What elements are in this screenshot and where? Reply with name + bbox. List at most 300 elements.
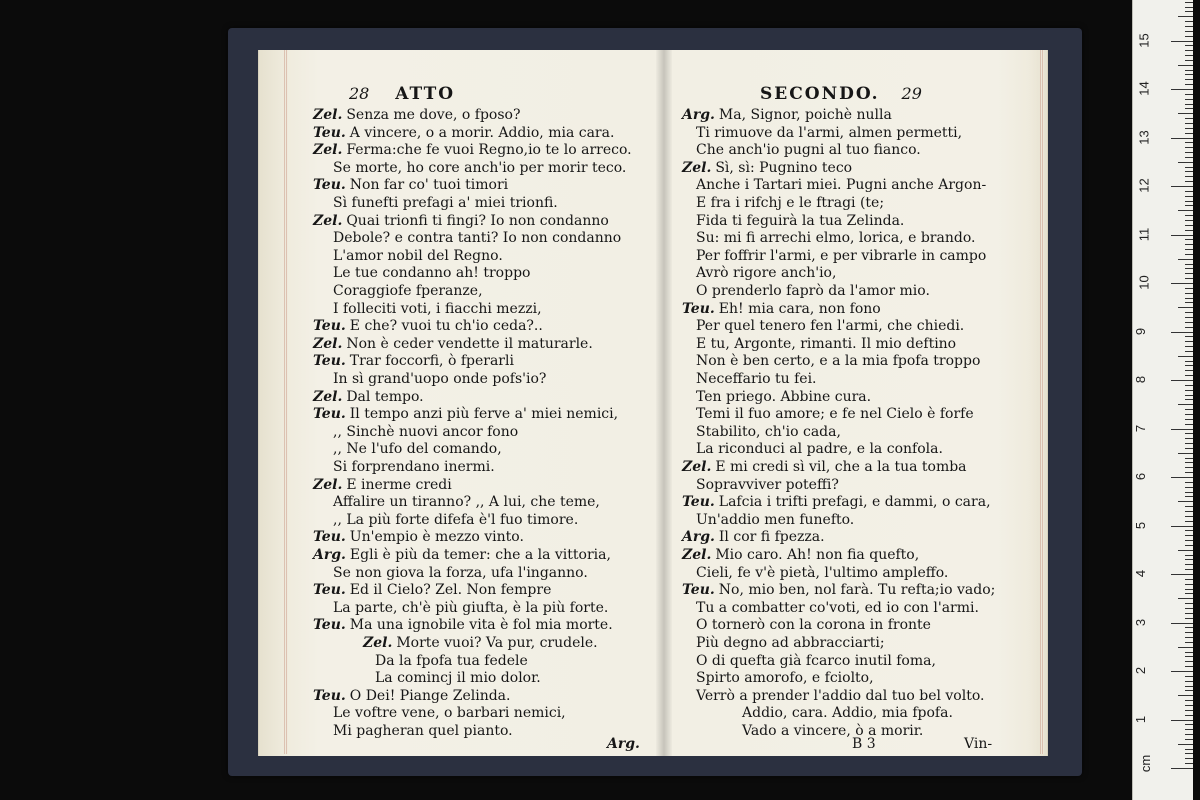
ruler-tick <box>1185 593 1193 594</box>
verse-text: Non è ceder vendette il maturarle. <box>346 335 593 352</box>
ruler-tick <box>1185 293 1193 294</box>
right-line <box>696 194 884 212</box>
ruler-tick <box>1185 152 1193 153</box>
ruler-tick <box>1185 322 1193 323</box>
verse-text: Avrò rigore anch'io, <box>696 265 837 282</box>
ruler-tick <box>1185 666 1193 667</box>
left-line <box>313 317 543 335</box>
ruler-tick <box>1171 526 1193 527</box>
ruler-tick <box>1185 298 1193 299</box>
verse-text: La parte, ch'è più giufta, è la più forte. <box>333 599 609 616</box>
speaker-label: Zel. <box>313 335 343 352</box>
ruler-tick <box>1185 167 1193 168</box>
ruler-tick <box>1185 346 1193 347</box>
right-line <box>742 704 953 722</box>
ruler-tick <box>1185 60 1193 61</box>
ruler-tick <box>1185 176 1193 177</box>
left-line <box>333 423 518 441</box>
speaker-label: Zel. <box>363 635 393 651</box>
verse-text: E fra i rifchj e le ftragi (te; <box>696 195 885 211</box>
ruler-tick <box>1185 147 1193 148</box>
ruler-tick <box>1185 108 1193 109</box>
ruler-label: 8 <box>1133 375 1149 384</box>
left-line <box>313 176 508 194</box>
ruler-tick <box>1185 21 1193 22</box>
ruler-tick <box>1185 618 1193 619</box>
ruler-tick <box>1185 438 1193 439</box>
right-line <box>696 564 948 582</box>
right-line <box>682 300 881 318</box>
verse-text: Eh! mia cara, non fono <box>718 300 881 317</box>
ruler-tick <box>1185 530 1193 531</box>
ruler-tick <box>1185 157 1193 158</box>
ruler-tick <box>1185 50 1193 51</box>
ruler-tick <box>1185 535 1193 536</box>
ruler-tick <box>1185 278 1193 279</box>
ruler-tick <box>1185 686 1193 687</box>
ruler-tick <box>1185 458 1193 459</box>
left-line <box>333 493 600 511</box>
ruler-tick <box>1185 249 1193 250</box>
ruler-tick <box>1185 569 1193 570</box>
ruler-label: 12 <box>1136 178 1152 193</box>
ruler-tick <box>1185 79 1193 80</box>
left-line <box>333 229 621 247</box>
ruler-tick <box>1185 414 1193 415</box>
speaker-label: Zel. <box>313 212 343 229</box>
ruler-tick <box>1185 700 1193 701</box>
left-line <box>375 669 541 687</box>
verse-text: Sì, sì: Pugnino teco <box>715 159 853 176</box>
left-line <box>333 599 608 617</box>
ruler-tick <box>1185 710 1193 711</box>
ruler-tick <box>1178 162 1193 163</box>
right-line <box>696 599 979 617</box>
ruler-tick <box>1178 113 1193 114</box>
verse-text: Dal tempo. <box>346 388 424 405</box>
ruler-tick <box>1185 336 1193 337</box>
ruler-tick <box>1178 307 1193 308</box>
left-line <box>313 141 632 159</box>
left-line <box>333 458 495 476</box>
left-line <box>333 370 546 388</box>
verse-text: Affalire un tiranno? ,, A lui, che teme, <box>333 494 600 511</box>
ruler-tick <box>1171 380 1193 381</box>
right-page-signature: B 3 <box>852 736 876 752</box>
left-line <box>333 564 588 582</box>
ruler-tick <box>1185 448 1193 449</box>
right-line <box>682 458 967 476</box>
verse-text: Non far co' tuoi timori <box>349 177 509 194</box>
verse-text: Ma una ignobile vita è fol mia morte. <box>349 617 613 634</box>
right-line <box>696 616 931 634</box>
ruler-tick <box>1185 758 1193 759</box>
ruler-tick <box>1185 584 1193 585</box>
verse-text: Cieli, fe v'è pietà, l'ultimo ampleffo. <box>696 564 949 581</box>
ruler-tick <box>1185 652 1193 653</box>
verse-text: Da la fpofa tua fedele <box>375 652 528 669</box>
ruler-tick <box>1185 462 1193 463</box>
right-line <box>696 212 904 230</box>
verse-text: Fida ti feguirà la tua Zelinda. <box>696 212 905 229</box>
verse-text: Se morte, ho core anch'io per morir teco. <box>333 159 627 176</box>
ruler-tick <box>1185 724 1193 725</box>
left-line <box>363 634 598 652</box>
ruler-tick <box>1185 2 1193 3</box>
verse-text: Temi il fuo amore; e fe nel Cielo è forfe <box>696 406 974 423</box>
speaker-label: Teu. <box>682 300 715 317</box>
ruler-tick <box>1185 327 1193 328</box>
ruler-tick <box>1185 31 1193 32</box>
left-line <box>333 440 502 458</box>
ruler-tick <box>1171 477 1193 478</box>
ruler-tick <box>1185 395 1193 396</box>
right-page <box>664 50 1048 756</box>
ruler-tick <box>1185 559 1193 560</box>
ruler-label: 13 <box>1136 129 1152 145</box>
right-line <box>696 440 943 458</box>
ruler-tick <box>1185 467 1193 468</box>
ruler-tick <box>1185 302 1193 303</box>
ruler-tick <box>1185 11 1193 12</box>
ruler-tick <box>1185 753 1193 754</box>
speaker-label: Teu. <box>313 582 346 599</box>
ruler-tick <box>1185 516 1193 517</box>
ruler-tick <box>1185 288 1193 289</box>
right-page-header <box>760 84 922 104</box>
right-line <box>696 370 817 388</box>
left-line <box>313 388 424 406</box>
verse-text: Stabilito, ch'io cada, <box>696 423 841 440</box>
verse-text: L'amor nobil del Regno. <box>333 247 503 264</box>
left-line <box>313 212 609 230</box>
speaker-label: Zel. <box>682 159 712 176</box>
ruler-tick <box>1185 424 1193 425</box>
left-line <box>375 652 528 670</box>
ruler-tick <box>1185 661 1193 662</box>
ruler-tick <box>1185 341 1193 342</box>
verse-text: La comincj il mio dolor. <box>375 670 541 687</box>
ruler-tick <box>1185 443 1193 444</box>
speaker-label: Arg. <box>682 107 715 123</box>
right-line <box>682 546 919 564</box>
ruler-label: 3 <box>1133 618 1149 626</box>
ruler-tick <box>1185 540 1193 541</box>
verse-text: Per foffrir l'armi, e per vibrarle in campo <box>696 247 987 264</box>
verse-text: Anche i Tartari miei. Pugni anche Argon- <box>696 177 987 194</box>
ruler-tick <box>1178 550 1193 551</box>
verse-text: O prenderlo faprò da l'amor mio. <box>696 283 930 299</box>
right-page-edges <box>1040 50 1044 754</box>
verse-text: Ten priego. Abbine cura. <box>696 388 872 405</box>
left-line <box>313 335 593 353</box>
verse-text: Su: mi fi arrechi elmo, lorica, e brando. <box>696 230 976 247</box>
ruler-tick <box>1185 482 1193 483</box>
left-line <box>333 282 483 300</box>
ruler-tick <box>1185 365 1193 366</box>
verse-text: Addio, cara. Addio, mia fpofa. <box>742 705 953 722</box>
left-page-edges <box>284 50 288 754</box>
speaker-label: Zel. <box>313 388 343 405</box>
verse-text: O Dei! Piange Zelinda. <box>349 687 511 704</box>
ruler-tick <box>1185 273 1193 274</box>
verse-text: Un'empio è mezzo vinto. <box>349 529 524 546</box>
verse-text: Spirto amorofo, e fciolto, <box>696 670 874 687</box>
verse-text: Debole? e contra tanti? Io non condanno <box>333 230 622 247</box>
ruler-tick <box>1171 720 1193 721</box>
ruler-tick <box>1185 99 1193 100</box>
ruler-tick <box>1185 521 1193 522</box>
verse-text: Il cor fi fpezza. <box>718 529 825 546</box>
ruler-tick <box>1185 220 1193 221</box>
verse-text: O tornerò con la corona in fronte <box>696 617 931 634</box>
ruler-tick <box>1178 356 1193 357</box>
ruler-tick <box>1185 26 1193 27</box>
ruler-tick <box>1178 501 1193 502</box>
ruler-tick <box>1185 545 1193 546</box>
ruler-tick <box>1185 191 1193 192</box>
verse-text: Quai trionfi ti fingi? Io non condanno <box>346 212 609 229</box>
right-line <box>742 722 923 740</box>
ruler-label: 2 <box>1133 666 1149 675</box>
ruler-tick <box>1178 259 1193 260</box>
ruler-tick <box>1185 690 1193 691</box>
verse-text: Se non giova la forza, ufa l'inganno. <box>333 564 588 581</box>
left-page-catchword: Arg. <box>607 736 640 752</box>
ruler-tick <box>1185 239 1193 240</box>
ruler-tick <box>1185 496 1193 497</box>
left-line <box>313 106 520 124</box>
ruler-tick <box>1185 676 1193 677</box>
ruler-tick <box>1185 94 1193 95</box>
ruler-tick <box>1171 429 1193 430</box>
verse-text: Lafcia i trifti prefagi, e dammi, o cara, <box>718 494 991 511</box>
speaker-label: Teu. <box>313 177 346 194</box>
ruler-tick <box>1178 210 1193 211</box>
right-line <box>696 282 930 300</box>
verse-text: Senza me dove, o fposo? <box>346 107 521 123</box>
right-line <box>696 141 921 159</box>
ruler-tick <box>1185 312 1193 313</box>
verse-text: Mio caro. Ah! non fia quefto, <box>715 547 920 563</box>
left-line <box>313 405 618 423</box>
verse-text: Le voftre vene, o barbari nemici, <box>333 705 566 722</box>
ruler-tick <box>1185 399 1193 400</box>
ruler-tick <box>1185 734 1193 735</box>
ruler-tick <box>1171 89 1193 90</box>
ruler-tick <box>1185 196 1193 197</box>
verse-text: Neceffario tu fei. <box>696 371 817 387</box>
ruler-label: 11 <box>1136 227 1152 241</box>
speaker-label: Teu. <box>682 494 715 511</box>
left-line <box>313 687 510 705</box>
ruler-tick <box>1185 681 1193 682</box>
ruler-tick <box>1185 118 1193 119</box>
ruler-tick <box>1185 55 1193 56</box>
verse-text: Ti rimuove da l'armi, almen permetti, <box>696 124 963 141</box>
right-line <box>696 511 854 529</box>
verse-text: Vado a vincere, ò a morir. <box>742 723 924 739</box>
verse-text: I folleciti voti, i fiacchi mezzi, <box>333 300 542 317</box>
ruler-tick <box>1185 45 1193 46</box>
ruler-tick <box>1178 404 1193 405</box>
left-line <box>333 247 503 265</box>
verse-text: Egli è più da temer: che a la vittoria, <box>349 547 611 563</box>
ruler-tick <box>1185 589 1193 590</box>
right-line <box>696 388 871 406</box>
ruler-tick <box>1185 705 1193 706</box>
ruler-tick <box>1171 186 1193 187</box>
left-page-header <box>349 84 455 104</box>
left-line <box>333 511 578 529</box>
left-line <box>313 581 551 599</box>
speaker-label: Teu. <box>313 318 346 335</box>
verse-text: E inerme credi <box>346 476 452 493</box>
ruler-tick <box>1185 656 1193 657</box>
verse-text: Sopravviver poteffi? <box>696 476 839 493</box>
ruler-tick <box>1185 608 1193 609</box>
speaker-label: Teu. <box>313 353 346 370</box>
ruler-tick <box>1185 84 1193 85</box>
ruler-tick <box>1185 375 1193 376</box>
ruler-tick <box>1185 603 1193 604</box>
ruler-tick <box>1185 225 1193 226</box>
verse-text: Il tempo anzi più ferve a' miei nemici, <box>349 406 619 423</box>
verse-text: Un'addio men funefto. <box>696 511 855 528</box>
speaker-label: Zel. <box>313 107 343 123</box>
ruler-tick <box>1185 370 1193 371</box>
ruler-tick <box>1185 739 1193 740</box>
speaker-label: Teu. <box>682 582 715 599</box>
right-line <box>682 106 892 124</box>
ruler-tick <box>1185 230 1193 231</box>
ruler-tick <box>1185 433 1193 434</box>
left-line <box>333 159 626 177</box>
right-line <box>696 405 974 423</box>
ruler-tick <box>1185 268 1193 269</box>
verse-text: ,, Ne l'ufo del comando, <box>333 441 502 458</box>
ruler-tick <box>1178 598 1193 599</box>
right-line <box>696 124 962 142</box>
verse-text: Morte vuoi? Va pur, crudele. <box>396 635 598 651</box>
verse-text: La riconduci al padre, e la confola. <box>696 441 943 458</box>
verse-text: Trar foccorfi, ò fperarli <box>349 353 514 370</box>
ruler-tick <box>1171 574 1193 575</box>
ruler-tick <box>1185 244 1193 245</box>
ruler-tick <box>1185 123 1193 124</box>
ruler-label: 4 <box>1133 569 1149 578</box>
ruler-tick <box>1185 729 1193 730</box>
right-line <box>696 317 964 335</box>
verse-text: Più degno ad abbracciarti; <box>696 635 885 651</box>
ruler-tick <box>1185 632 1193 633</box>
speaker-label: Arg. <box>682 529 715 546</box>
ruler-tick <box>1185 215 1193 216</box>
left-page-title: ATTO <box>395 84 456 104</box>
ruler-tick <box>1178 647 1193 648</box>
left-line <box>313 124 614 142</box>
verse-text: Coraggiofe fperanze, <box>333 283 483 299</box>
ruler-tick <box>1178 744 1193 745</box>
ruler-tick <box>1185 613 1193 614</box>
ruler-tick <box>1171 623 1193 624</box>
ruler-tick <box>1185 205 1193 206</box>
speaker-label: Teu. <box>313 124 346 141</box>
speaker-label: Teu. <box>313 617 346 634</box>
right-line <box>696 423 841 441</box>
left-page <box>258 50 664 756</box>
right-line <box>696 264 836 282</box>
right-line <box>696 247 986 265</box>
ruler-tick <box>1185 254 1193 255</box>
ruler-tick <box>1178 16 1193 17</box>
ruler-tick <box>1171 235 1193 236</box>
ruler-tick <box>1185 555 1193 556</box>
measuring-ruler <box>1132 0 1193 800</box>
speaker-label: Teu. <box>313 406 346 423</box>
ruler-tick <box>1185 487 1193 488</box>
ruler-label: 7 <box>1133 424 1149 432</box>
verse-text: In sì grand'uopo onde pofs'io? <box>333 371 547 387</box>
ruler-tick <box>1185 642 1193 643</box>
ruler-tick <box>1185 579 1193 580</box>
right-line <box>696 229 975 247</box>
ruler-tick <box>1171 41 1193 42</box>
right-line <box>682 528 825 546</box>
right-line <box>696 634 885 652</box>
right-page-title: SECONDO. <box>760 84 880 104</box>
ruler-tick <box>1185 506 1193 507</box>
ruler-tick <box>1185 627 1193 628</box>
left-page-number: 28 <box>349 84 370 103</box>
ruler-tick <box>1185 637 1193 638</box>
left-line <box>313 546 611 564</box>
verse-text: ,, La più forte difefa è'l fuo timore. <box>333 511 579 528</box>
ruler-tick <box>1185 142 1193 143</box>
book-gutter <box>656 50 672 756</box>
ruler-tick <box>1171 283 1193 284</box>
ruler-tick <box>1185 181 1193 182</box>
right-line <box>696 352 980 370</box>
left-line <box>313 352 514 370</box>
ruler-tick <box>1185 36 1193 37</box>
speaker-label: Zel. <box>682 459 712 475</box>
speaker-label: Arg. <box>313 547 346 563</box>
ruler-tick <box>1185 390 1193 391</box>
ruler-tick <box>1185 419 1193 420</box>
ruler-label: 5 <box>1133 521 1149 529</box>
left-line <box>333 194 558 212</box>
verse-text: Tu a combatter co'voti, ed io con l'armi. <box>696 599 979 616</box>
verse-text: Le tue condanno ah! troppo <box>333 265 531 282</box>
ruler-tick <box>1171 671 1193 672</box>
right-line <box>696 335 956 353</box>
ruler-tick <box>1185 264 1193 265</box>
verse-text: Mi pagheran quel pianto. <box>333 723 513 739</box>
ruler-tick <box>1178 695 1193 696</box>
verse-text: Non è ben certo, e a la mia fpofa troppo <box>696 353 981 370</box>
verse-text: E tu, Argonte, rimanti. Il mio deftino <box>696 335 957 352</box>
speaker-label: Zel. <box>313 142 343 159</box>
verse-text: Sì funefti prefagi a' miei trionfi. <box>333 195 558 211</box>
ruler-tick <box>1185 715 1193 716</box>
ruler-label: 15 <box>1136 32 1152 48</box>
ruler-tick <box>1185 104 1193 105</box>
verse-text: Ferma:che fe vuoi Regno,io te lo arreco. <box>346 142 632 159</box>
ruler-tick <box>1185 7 1193 8</box>
right-page-number: 29 <box>901 84 922 103</box>
verse-text: Ed il Cielo? Zel. Non fempre <box>349 582 552 599</box>
